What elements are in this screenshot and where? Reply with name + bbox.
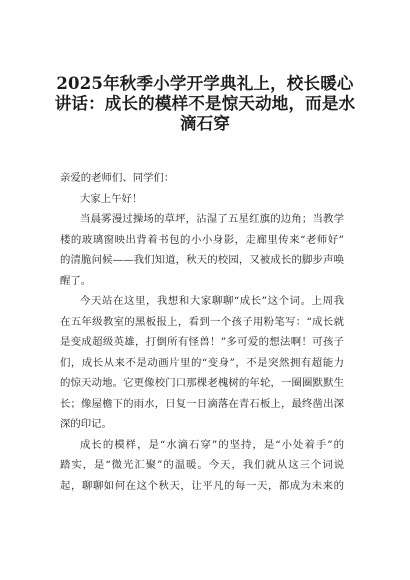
title-line: 滴石穿 <box>179 114 231 133</box>
paragraph-shape-of-growth <box>60 435 344 497</box>
paragraph-line: 深的印记。 <box>60 418 112 430</box>
paragraph-line: 是变成超级英雄，打倒所有怪兽！”多可爱的想法啊！可孩子 <box>60 336 344 348</box>
paragraph-line: 成长的模样，是“水滴石穿”的坚持，是“小处着手”的 <box>80 438 344 451</box>
paragraph-line: 楼的玻璃窗映出背着书包的小小身影，走廊里传来“老师好” <box>60 233 344 246</box>
title-line: 2025年秋季小学开学典礼上，校长暖心 <box>56 74 354 93</box>
paragraph-line: 在五年级教室的黑板报上，看到一个孩子用粉笔写：“成长就 <box>60 315 344 328</box>
paragraph-line: 醒了。 <box>60 274 92 287</box>
paragraph-line: 的清脆问候——我们知道，秋天的校园，又被成长的脚步声唤 <box>60 254 344 266</box>
paragraph-growth <box>60 291 344 435</box>
paragraph-line: 大家上午好！ <box>80 192 143 205</box>
paragraph-morning <box>60 209 344 291</box>
paragraph-line: 踏实，是“微光汇聚”的温暖。今天，我们就从这三个词说 <box>60 459 344 471</box>
paragraph-opening <box>60 189 344 210</box>
title-line: 讲话：成长的模样不是惊天动地，而是水 <box>54 94 356 113</box>
document-body <box>60 168 344 496</box>
paragraph-line: 的惊天动地。它更像校门口那棵老槐树的年轮，一圈圈默默生 <box>60 377 344 389</box>
document-title <box>46 74 364 134</box>
greeting: 亲爱的老师们、同学们： <box>60 172 175 184</box>
paragraph-line: 们，成长从来不是动画片里的“变身”，不是突然拥有超能力 <box>60 356 344 369</box>
paragraph-line: 今天站在这里，我想和大家聊聊“成长”这个词。上周我 <box>80 295 344 307</box>
paragraph-line: 长；像屋檐下的雨水，日复一日滴落在青石板上，最终凿出深 <box>60 397 344 410</box>
paragraph-line: 起，聊聊如何在这个秋天，让平凡的每一天，都成为未来的 <box>60 479 344 492</box>
paragraph-line: 当晨雾漫过操场的草坪，沾湿了五星红旗的边角；当教学 <box>80 213 344 225</box>
